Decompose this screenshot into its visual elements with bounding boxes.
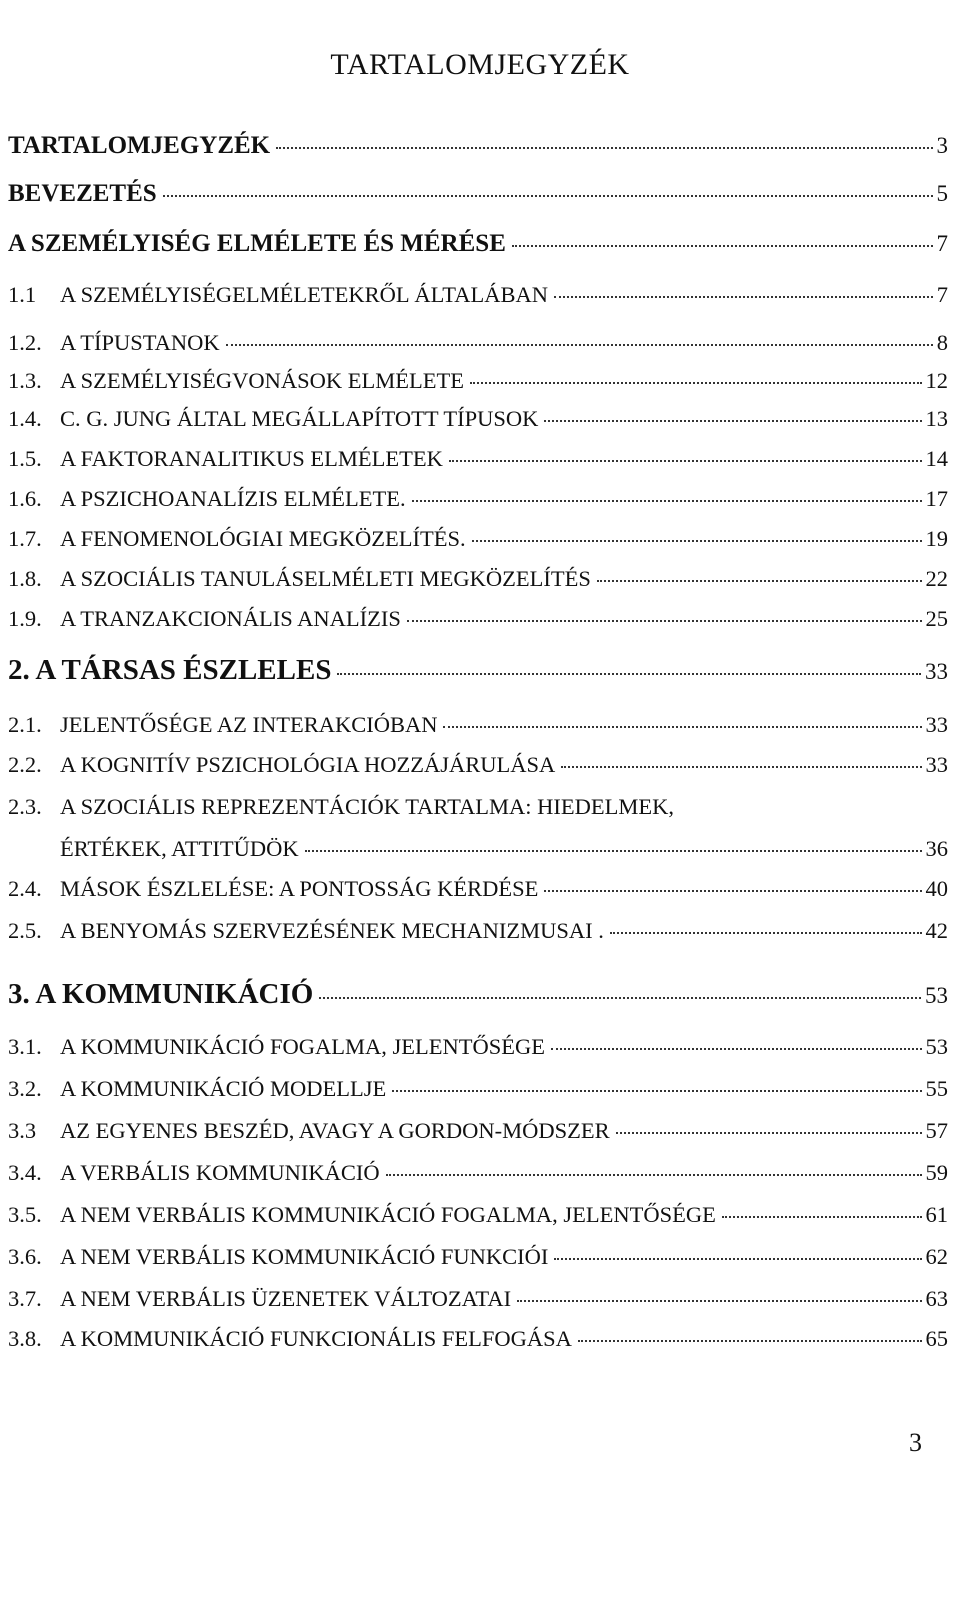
- page-number: 3: [909, 1428, 922, 1457]
- dot-leader: [392, 1090, 921, 1092]
- toc-entry: [8, 606, 948, 632]
- dot-leader: [554, 1258, 921, 1260]
- toc-entry: [8, 1118, 948, 1144]
- toc-entry-page: 42: [925, 918, 948, 943]
- toc-entry-number: 3.3: [8, 1118, 37, 1143]
- dot-leader: [386, 1174, 922, 1176]
- toc-entry-title: TARTALOMJEGYZÉK: [8, 132, 271, 159]
- toc-entry-number: 1.2.: [8, 330, 42, 355]
- toc-entry: [8, 526, 948, 552]
- table-of-contents: [8, 0, 948, 1420]
- toc-entry: [8, 752, 948, 778]
- dot-leader: [554, 296, 933, 298]
- toc-entry: [8, 836, 948, 862]
- toc-entry: [8, 486, 948, 512]
- toc-entry-page: 25: [925, 606, 948, 631]
- toc-entry-page: 53: [925, 1034, 948, 1059]
- toc-entry: [8, 1244, 948, 1270]
- toc-entry-page: 40: [925, 876, 948, 901]
- dot-leader: [597, 580, 922, 582]
- toc-entry-title: 3. A KOMMUNIKÁCIÓ: [8, 978, 314, 1010]
- toc-entry-page: 8: [936, 330, 948, 355]
- toc-entry-number: 3.5.: [8, 1202, 42, 1227]
- toc-entry-page: 19: [925, 526, 948, 551]
- toc-entry-page: 36: [925, 836, 948, 861]
- toc-entry-number: 1.9.: [8, 606, 42, 631]
- toc-heading: [8, 978, 948, 1011]
- toc-entry-title: AZ EGYENES BESZÉD, AVAGY A GORDON-MÓDSZER: [60, 1118, 610, 1143]
- toc-entry-page: 12: [925, 368, 948, 393]
- toc-entry-page: 13: [925, 406, 948, 431]
- toc-entry: [8, 1326, 948, 1352]
- dot-leader: [512, 245, 933, 247]
- toc-entry-title: A BENYOMÁS SZERVEZÉSÉNEK MECHANIZMUSAI .: [60, 918, 604, 943]
- toc-heading: [8, 132, 948, 160]
- toc-entry-title: A NEM VERBÁLIS KOMMUNIKÁCIÓ FUNKCIÓI: [60, 1244, 549, 1269]
- toc-entry-title: A KOGNITÍV PSZICHOLÓGIA HOZZÁJÁRULÁSA: [60, 752, 556, 777]
- toc-entry-number: 2.1.: [8, 712, 42, 737]
- toc-entry-title: JELENTŐSÉGE AZ INTERAKCIÓBAN: [60, 712, 438, 737]
- dot-leader: [578, 1340, 922, 1342]
- toc-entry-page: 7: [936, 231, 948, 256]
- toc-entry: [8, 1286, 948, 1312]
- toc-entry-title: A TRANZAKCIONÁLIS ANALÍZIS: [60, 606, 401, 631]
- toc-entry-number: 2.4.: [8, 876, 42, 901]
- toc-entry: [8, 282, 948, 308]
- toc-entry-page: 57: [925, 1118, 948, 1143]
- toc-entry-title: A FENOMENOLÓGIAI MEGKÖZELÍTÉS.: [60, 526, 466, 551]
- toc-entry-page: 5: [936, 181, 948, 206]
- toc-entry-title: C. G. JUNG ÁLTAL MEGÁLLAPÍTOTT TÍPUSOK: [60, 406, 539, 431]
- dot-leader: [319, 997, 921, 999]
- toc-entry-title: BEVEZETÉS: [8, 180, 157, 207]
- toc-entry-title: A NEM VERBÁLIS KOMMUNIKÁCIÓ FOGALMA, JELENTŐSÉGE: [60, 1202, 716, 1227]
- toc-entry-number: 3.2.: [8, 1076, 42, 1101]
- toc-entry-page: 65: [925, 1326, 948, 1351]
- dot-leader: [517, 1300, 921, 1302]
- dot-leader: [610, 932, 922, 934]
- toc-entry-number: 3.8.: [8, 1326, 42, 1351]
- toc-entry-title: MÁSOK ÉSZLELÉSE: A PONTOSSÁG KÉRDÉSE: [60, 876, 539, 901]
- toc-entry-title: ÉRTÉKEK, ATTITŰDÖK: [60, 836, 299, 861]
- toc-entry: [8, 712, 948, 738]
- toc-entry-page: 33: [925, 752, 948, 777]
- toc-entry-title: A SZOCIÁLIS TANULÁSELMÉLETI MEGKÖZELÍTÉS: [60, 566, 591, 591]
- dot-leader: [163, 195, 933, 197]
- toc-entry: [8, 1160, 948, 1186]
- dot-leader: [561, 766, 921, 768]
- toc-entry-page: 53: [925, 983, 948, 1008]
- toc-entry-title: A TÍPUSTANOK: [60, 330, 220, 355]
- toc-entry-number: 1.7.: [8, 526, 42, 551]
- dot-leader: [544, 890, 921, 892]
- toc-entry-page: 17: [925, 486, 948, 511]
- page-title: TARTALOMJEGYZÉK: [330, 48, 630, 81]
- dot-leader: [449, 460, 922, 462]
- toc-entry-number: 2.3.: [8, 794, 42, 819]
- dot-leader: [544, 420, 921, 422]
- toc-entry-title: A VERBÁLIS KOMMUNIKÁCIÓ: [60, 1160, 380, 1185]
- toc-entry: [8, 876, 948, 902]
- toc-entry: [8, 446, 948, 472]
- dot-leader: [616, 1132, 922, 1134]
- toc-heading: [8, 180, 948, 208]
- toc-entry-title: A KOMMUNIKÁCIÓ FUNKCIONÁLIS FELFOGÁSA: [60, 1326, 572, 1351]
- toc-entry: [8, 918, 948, 944]
- dot-leader: [407, 620, 922, 622]
- toc-entry-title: A FAKTORANALITIKUS ELMÉLETEK: [60, 446, 443, 471]
- toc-entry-title: A NEM VERBÁLIS ÜZENETEK VÁLTOZATAI: [60, 1286, 512, 1311]
- toc-entry-page: 63: [925, 1286, 948, 1311]
- toc-entry-number: 3.6.: [8, 1244, 42, 1269]
- toc-entry-title: A PSZICHOANALÍZIS ELMÉLETE.: [60, 486, 406, 511]
- dot-leader: [470, 382, 922, 384]
- toc-entry-number: 1.1: [8, 282, 37, 307]
- toc-entry: [8, 1034, 948, 1060]
- toc-heading: [8, 654, 948, 687]
- toc-entry-title: A SZOCIÁLIS REPREZENTÁCIÓK TARTALMA: HIEDELMEK,: [60, 794, 674, 819]
- toc-entry-page: 55: [925, 1076, 948, 1101]
- toc-entry-number: 2.5.: [8, 918, 42, 943]
- toc-entry-title: 2. A TÁRSAS ÉSZLELES: [8, 654, 332, 686]
- toc-entry-title: A KOMMUNIKÁCIÓ FOGALMA, JELENTŐSÉGE: [60, 1034, 545, 1059]
- toc-entry-page: 33: [925, 659, 948, 684]
- toc-entry-page: 59: [925, 1160, 948, 1185]
- toc-entry-number: 1.8.: [8, 566, 42, 591]
- toc-entry-page: 7: [936, 282, 948, 307]
- dot-leader: [226, 344, 933, 346]
- toc-entry: [8, 330, 948, 356]
- toc-entry-number: 1.3.: [8, 368, 42, 393]
- dot-leader: [276, 147, 932, 149]
- toc-entry-title: A SZEMÉLYISÉGELMÉLETEKRŐL ÁLTALÁBAN: [60, 282, 548, 307]
- toc-entry-number: 2.2.: [8, 752, 42, 777]
- toc-entry-page: 22: [925, 566, 948, 591]
- toc-heading: [8, 230, 948, 258]
- dot-leader: [472, 540, 922, 542]
- toc-entry-number: 3.4.: [8, 1160, 42, 1185]
- toc-entry-title: A SZEMÉLYISÉG ELMÉLETE ÉS MÉRÉSE: [8, 230, 506, 257]
- toc-entry-number: 1.5.: [8, 446, 42, 471]
- dot-leader: [722, 1216, 922, 1218]
- toc-entry-page: 33: [925, 712, 948, 737]
- toc-entry-title: A SZEMÉLYISÉGVONÁSOK ELMÉLETE: [60, 368, 464, 393]
- toc-entry-number: 1.4.: [8, 406, 42, 431]
- toc-entry: [8, 794, 948, 820]
- toc-entry: [8, 368, 948, 394]
- toc-entry-page: 3: [936, 133, 948, 158]
- toc-entry-number: 3.7.: [8, 1286, 42, 1311]
- dot-leader: [412, 500, 922, 502]
- dot-leader: [551, 1048, 922, 1050]
- dot-leader: [337, 673, 921, 675]
- dot-leader: [443, 726, 921, 728]
- toc-entry-page: 61: [925, 1202, 948, 1227]
- toc-entry: [8, 1076, 948, 1102]
- toc-entry-number: 1.6.: [8, 486, 42, 511]
- toc-entry-number: 3.1.: [8, 1034, 42, 1059]
- dot-leader: [305, 850, 922, 852]
- toc-entry: [8, 406, 948, 432]
- toc-entry: [8, 1202, 948, 1228]
- toc-entry-page: 62: [925, 1244, 948, 1269]
- toc-entry-page: 14: [925, 446, 948, 471]
- toc-entry: [8, 566, 948, 592]
- toc-entry-title: A KOMMUNIKÁCIÓ MODELLJE: [60, 1076, 387, 1101]
